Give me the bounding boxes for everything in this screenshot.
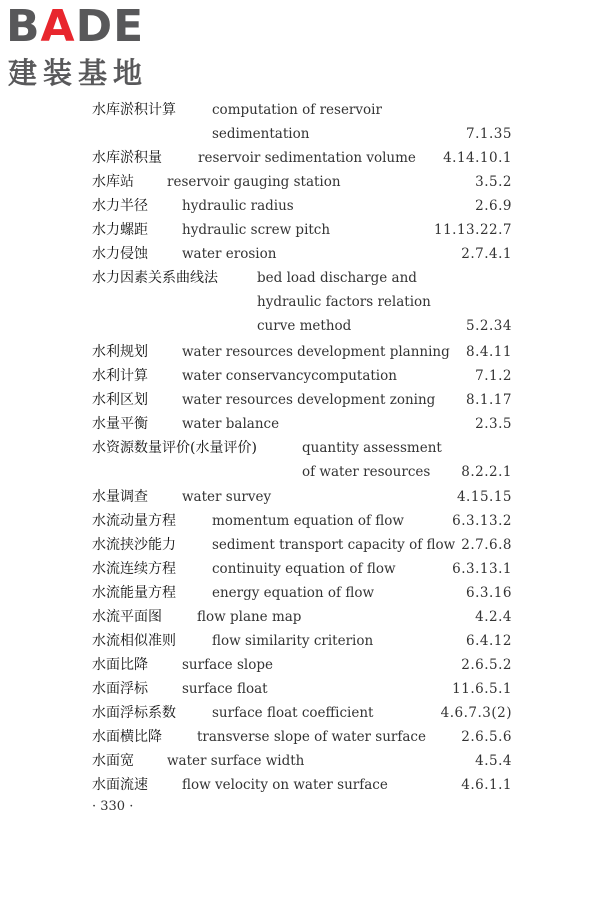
entry-term-en: of water resources — [302, 464, 431, 480]
entry-section-ref: 2.7.4.1 — [461, 246, 512, 262]
entry-term-zh: 水面流速 — [92, 777, 148, 793]
entry-term-en: flow similarity criterion — [212, 633, 374, 649]
entry-term-zh: 水流动量方程 — [92, 513, 176, 529]
entry-section-ref: 2.6.9 — [475, 198, 512, 214]
entry-term-zh: 水量平衡 — [92, 416, 148, 432]
entry-section-ref: 7.1.35 — [466, 126, 512, 142]
entry-term-zh: 水资源数量评价(水量评价) — [92, 440, 257, 456]
entry-section-ref: 4.14.10.1 — [443, 150, 512, 166]
entry-section-ref: 4.6.7.3(2) — [440, 705, 512, 721]
entry-section-ref: 3.5.2 — [475, 174, 512, 190]
entry-section-ref: 6.3.13.1 — [452, 561, 512, 577]
entry-term-zh: 水面横比降 — [92, 729, 162, 745]
entry-term-en: sediment transport capacity of flow — [212, 537, 456, 553]
entry-section-ref: 2.6.5.6 — [461, 729, 512, 745]
entry-term-zh: 水面浮标系数 — [92, 705, 176, 721]
entry-term-en: water erosion — [182, 246, 277, 262]
entry-term-zh: 水库站 — [92, 174, 134, 190]
entry-term-zh: 水力半径 — [92, 198, 148, 214]
entry-term-zh: 水流平面图 — [92, 609, 162, 625]
entry-term-zh: 水力因素关系曲线法 — [92, 270, 218, 286]
entry-term-zh: 水流连续方程 — [92, 561, 176, 577]
entry-term-zh: 水利计算 — [92, 368, 148, 384]
entry-term-en: surface float — [182, 681, 268, 697]
entry-term-en: quantity assessment — [302, 440, 442, 456]
entry-term-zh: 水流相似准则 — [92, 633, 176, 649]
brand-subtitle: 建装基地 — [8, 56, 149, 90]
entry-term-en: water balance — [182, 416, 280, 432]
entry-section-ref: 8.2.2.1 — [461, 464, 512, 480]
entry-term-zh: 水面浮标 — [92, 681, 148, 697]
entry-section-ref: 2.3.5 — [475, 416, 512, 432]
entry-section-ref: 4.2.4 — [475, 609, 512, 625]
entry-section-ref: 6.4.12 — [466, 633, 512, 649]
entry-term-en: energy equation of flow — [212, 585, 375, 601]
entry-term-en: water survey — [182, 489, 272, 505]
entry-term-en: hydraulic radius — [182, 198, 294, 214]
entry-section-ref: 6.3.13.2 — [452, 513, 512, 529]
entry-term-zh: 水量调查 — [92, 489, 148, 505]
entry-term-en: bed load discharge and — [257, 270, 417, 286]
entry-term-en: hydraulic factors relation — [257, 294, 431, 310]
entry-section-ref: 5.2.34 — [466, 318, 512, 334]
entry-term-zh: 水力侵蚀 — [92, 246, 148, 262]
entry-section-ref: 8.1.17 — [466, 392, 512, 408]
entry-section-ref: 4.5.4 — [475, 753, 512, 769]
entry-term-zh: 水面比降 — [92, 657, 148, 673]
entry-term-zh: 水库淤积计算 — [92, 102, 176, 118]
entry-term-zh: 水面宽 — [92, 753, 134, 769]
entry-term-en: water resources development planning — [182, 344, 450, 360]
entry-term-en: flow velocity on water surface — [182, 777, 388, 793]
entry-term-en: water conservancycomputation — [182, 368, 397, 384]
entry-term-zh: 水利区划 — [92, 392, 148, 408]
brand-wordmark: BADE — [6, 1, 145, 52]
entry-term-zh: 水流能量方程 — [92, 585, 176, 601]
entry-section-ref: 6.3.16 — [466, 585, 512, 601]
entry-term-zh: 水力螺距 — [92, 222, 148, 238]
entry-term-en: reservoir sedimentation volume — [198, 150, 416, 166]
entry-term-en: surface slope — [182, 657, 273, 673]
entry-term-en: hydraulic screw pitch — [182, 222, 331, 238]
entry-term-zh: 水利规划 — [92, 344, 148, 360]
entry-term-en: water resources development zoning — [182, 392, 436, 408]
entry-section-ref: 11.13.22.7 — [434, 222, 512, 238]
entry-term-zh: 水流挟沙能力 — [92, 537, 176, 553]
entry-term-en: computation of reservoir — [212, 102, 382, 118]
entry-term-en: sedimentation — [212, 126, 310, 142]
entry-section-ref: 2.6.5.2 — [461, 657, 512, 673]
entry-term-en: continuity equation of flow — [212, 561, 396, 577]
entry-section-ref: 7.1.2 — [475, 368, 512, 384]
entry-section-ref: 4.6.1.1 — [461, 777, 512, 793]
entry-section-ref: 11.6.5.1 — [452, 681, 512, 697]
entry-term-en: curve method — [257, 318, 352, 334]
entry-term-en: water surface width — [167, 753, 305, 769]
entry-term-en: flow plane map — [197, 609, 302, 625]
entry-term-en: momentum equation of flow — [212, 513, 404, 529]
page-number: · 330 · — [92, 799, 134, 814]
entry-term-en: surface float coefficient — [212, 705, 374, 721]
entry-section-ref: 8.4.11 — [466, 344, 512, 360]
entry-term-zh: 水库淤积量 — [92, 150, 162, 166]
entry-term-en: reservoir gauging station — [167, 174, 341, 190]
entry-term-en: transverse slope of water surface — [197, 729, 426, 745]
entry-section-ref: 2.7.6.8 — [461, 537, 512, 553]
entry-section-ref: 4.15.15 — [456, 489, 512, 505]
